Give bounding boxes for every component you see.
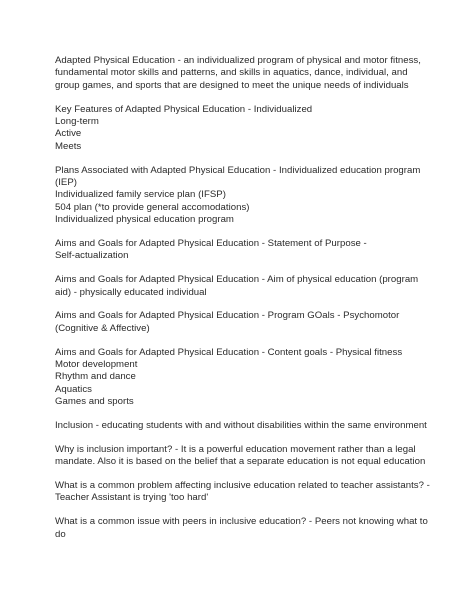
text-line: Long-term [55, 116, 99, 128]
text-line: What is a common issue with peers in inclusive education? - Peers not knowing what to [55, 516, 428, 528]
text-line: Meets [55, 140, 82, 152]
text-line: Self-actualization [55, 250, 129, 262]
text-line: (IEP) [55, 177, 77, 189]
text-line: Plans Associated with Adapted Physical Education - Individualized education program [55, 164, 421, 176]
plans-associated [55, 165, 420, 227]
text-line: What is a common problem affecting inclusive education related to teacher assistants? - [55, 480, 430, 492]
teacher-assistant-problem [55, 480, 430, 505]
why-inclusion-important [55, 443, 426, 469]
aim-of-pe [55, 274, 420, 299]
document-page [55, 55, 430, 552]
text-line: Aquatics [55, 383, 92, 395]
statement-of-purpose [55, 238, 420, 263]
peers-issue [55, 516, 428, 541]
text-line: Why is inclusion important? - It is a powerful education movement rather than a legal [55, 443, 416, 455]
text-line: Adapted Physical Education - an individualized program of physical and motor fitness, [55, 55, 421, 66]
program-goals [55, 310, 420, 335]
text-line: Rhythm and dance [55, 371, 136, 383]
text-line: Aims and Goals for Adapted Physical Education - Program GOals - Psychomotor [55, 310, 400, 322]
text-line: Teacher Assistant is trying 'too hard' [55, 492, 209, 504]
text-line: Aims and Goals for Adapted Physical Education - Aim of physical education (program [55, 274, 419, 286]
text-line: Individualized family service plan (IFSP) [55, 189, 226, 201]
text-line: 504 plan (*to provide general accomodations) [55, 201, 250, 213]
text-line: Aims and Goals for Adapted Physical Education - Content goals - Physical fitness [55, 346, 403, 358]
text-line: Active [55, 128, 82, 140]
text-line: Games and sports [55, 396, 134, 408]
text-line: fundamental motor skills and patterns, and skills in aquatics, dance, individual, and [55, 67, 408, 79]
text-line: (Cognitive & Affective) [55, 322, 150, 334]
text-line: do [55, 528, 66, 540]
text-line: mandate. Also it is based on the belief that a separate education is not equal education [55, 456, 426, 468]
key-features [55, 104, 420, 154]
text-line: Key Features of Adapted Physical Education - Individualized [55, 103, 313, 115]
text-line: Individualized physical education program [55, 214, 234, 226]
text-line: Aims and Goals for Adapted Physical Education - Statement of Purpose - [55, 238, 367, 250]
definition-adapted-pe [55, 55, 420, 92]
text-line: aid) - physically educated individual [55, 286, 207, 298]
text-line: Inclusion - educating students with and without disabilities within the same environment [55, 420, 427, 432]
text-line: group games, and sports that are designed to meet the unique needs of individuals [55, 79, 409, 91]
inclusion-definition [55, 420, 427, 432]
text-line: Motor development [55, 359, 138, 371]
content-goals [55, 347, 420, 409]
